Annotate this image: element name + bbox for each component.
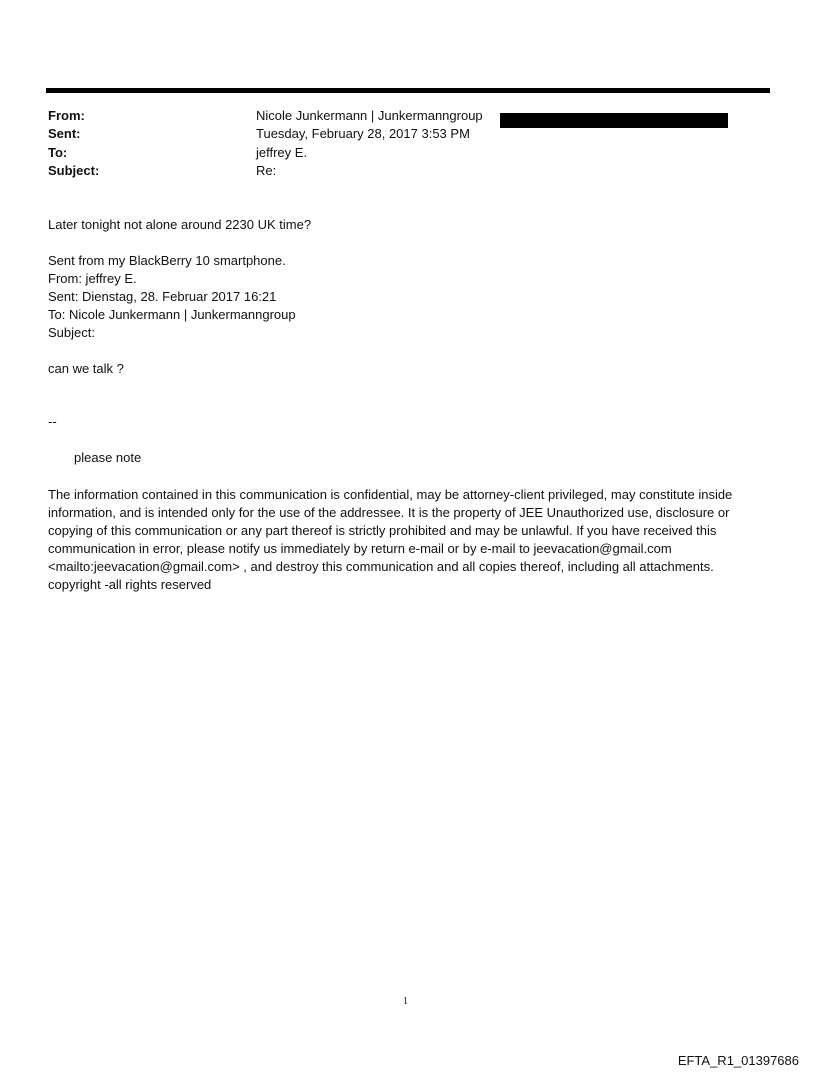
from-label: From:: [48, 108, 85, 123]
sent-value: Tuesday, February 28, 2017 3:53 PM: [256, 126, 470, 141]
to-label: To:: [48, 145, 68, 160]
signature-line: Sent from my BlackBerry 10 smartphone.: [48, 253, 286, 268]
quoted-sent: Sent: Dienstag, 28. Februar 2017 16:21: [48, 289, 277, 304]
reply-line: Later tonight not alone around 2230 UK time?: [48, 217, 312, 232]
quoted-message: can we talk ?: [48, 361, 124, 376]
bates-number: EFTA_R1_01397686: [677, 1053, 799, 1068]
sent-label: Sent:: [48, 126, 81, 141]
quoted-subject: Subject:: [48, 325, 95, 340]
quoted-from: From: jeffrey E.: [48, 271, 137, 286]
note-heading: please note: [74, 450, 142, 465]
quoted-to: To: Nicole Junkermann | Junkermanngroup: [48, 307, 296, 322]
header-rule: [46, 88, 770, 93]
disclaimer-paragraph: The information contained in this communication is confidential, may be attorney-client privileged, may constitute inside information, and is intended only for the use of the addressee. It is the property of JEE Unauthorized use, disclosure or copying of this communication or any part thereof is strictly prohibited and may be unlawful. If you have received this communication in error, please notify us immediately by return e-mail or by e-mail to jeevacation@gmail.com <mailto:jeevacation@gmail.com> , and destroy this communication and all copies thereof, including all attachments. copyright -all rights reserved: [48, 487, 733, 592]
to-value: jeffrey E.: [256, 145, 308, 160]
separator: --: [48, 414, 57, 429]
page-number: 1: [403, 996, 408, 1007]
subject-label: Subject:: [48, 163, 100, 178]
redaction-bar: [500, 113, 728, 128]
from-value: Nicole Junkermann | Junkermanngroup: [256, 108, 483, 123]
subject-value: Re:: [256, 163, 277, 178]
